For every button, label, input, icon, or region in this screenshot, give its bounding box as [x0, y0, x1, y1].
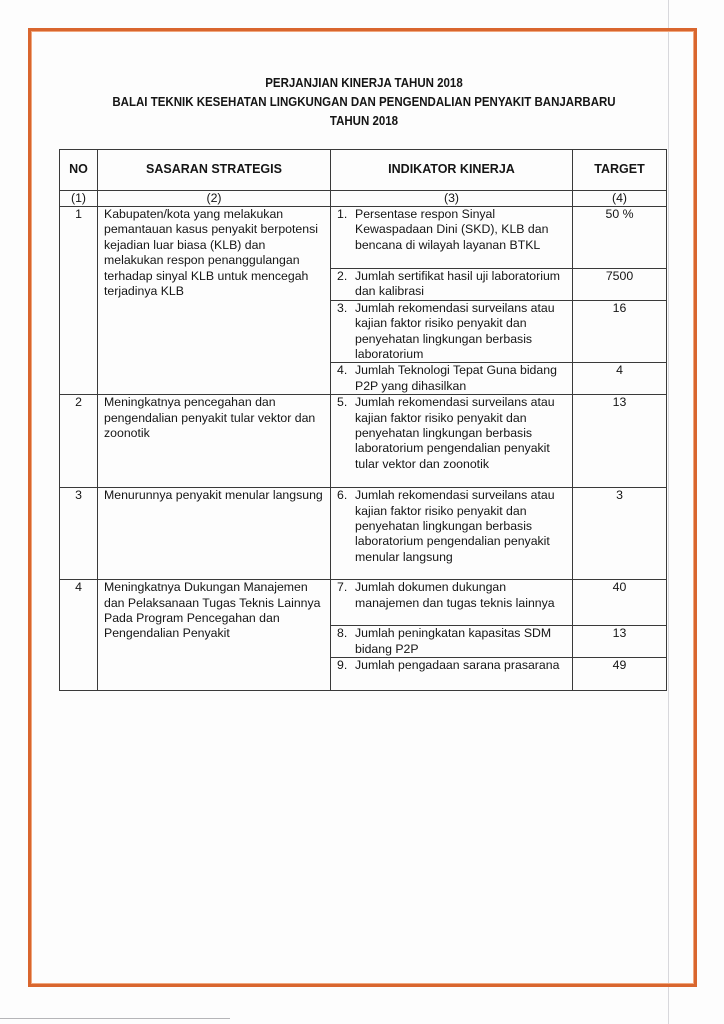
indikator-number: 1.: [337, 207, 348, 221]
indikator-number: 4.: [337, 363, 348, 378]
indikator-text: Jumlah rekomendasi surveilans atau kajian faktor risiko penyakit dan penyehatan lingkungan berbasis laboratorium pengendalian penyakit menular langsung: [355, 488, 555, 564]
table-row: [60, 488, 667, 580]
indikator-number: 2.: [337, 269, 348, 283]
indikator-text: Jumlah pengadaan sarana prasarana: [355, 658, 560, 673]
col-number-4: (4): [573, 191, 667, 207]
header-sasaran-strategis: SASARAN STRATEGIS: [98, 150, 331, 191]
header-indikator-kinerja: INDIKATOR KINERJA: [331, 150, 573, 191]
indikator-cell: [331, 395, 573, 488]
row-number: 3: [60, 488, 98, 580]
indikator-number: 6.: [337, 488, 348, 503]
row-number: 2: [60, 395, 98, 488]
indikator-cell: [331, 580, 573, 626]
indikator-cell: [331, 300, 573, 363]
indikator-cell: [331, 269, 573, 301]
table-row: [60, 207, 667, 269]
header-target: TARGET: [573, 150, 667, 191]
column-number-row: [60, 191, 667, 207]
indikator-text: Jumlah rekomendasi surveilans atau kajian faktor risiko penyakit dan penyehatan lingkungan berbasis laboratorium pengendalian penyakit tular vektor dan zoonotik: [355, 395, 555, 471]
target-cell: 50 %: [573, 207, 667, 269]
row-number: 1: [60, 207, 98, 395]
indikator-text: Persentase respon Sinyal Kewaspadaan Dini (SKD), KLB dan bencana di wilayah layanan BTKL: [355, 207, 549, 252]
sasaran-strategis-cell: Meningkatnya pencegahan dan pengendalian penyakit tular vektor dan zoonotik: [98, 395, 331, 488]
table-row: [60, 395, 667, 488]
row-number: 4: [60, 580, 98, 691]
indikator-text: Jumlah peningkatan kapasitas SDM bidang P2P: [355, 626, 552, 656]
indikator-number: 5.: [337, 395, 348, 410]
title-line-2: BALAI TEKNIK KESEHATAN LINGKUNGAN DAN PENGENDALIAN PENYAKIT BANJARBARU: [112, 95, 616, 109]
target-cell: 3: [573, 488, 667, 580]
indikator-number: 8.: [337, 626, 348, 641]
indikator-cell: [331, 626, 573, 658]
indikator-number: 7.: [337, 580, 348, 595]
document-heading: [83, 74, 644, 131]
target-cell: 13: [573, 626, 667, 658]
indikator-text: Jumlah Teknologi Tepat Guna bidang P2P yang dihasilkan: [355, 363, 557, 393]
title-line-1: PERJANJIAN KINERJA TAHUN 2018: [265, 76, 463, 90]
indikator-text: Jumlah dokumen dukungan manajemen dan tugas teknis lainnya: [355, 580, 555, 610]
target-cell: 40: [573, 580, 667, 626]
target-cell: 4: [573, 363, 667, 395]
col-number-2: (2): [98, 191, 331, 207]
indikator-text: Jumlah sertifikat hasil uji laboratorium dan kalibrasi: [355, 269, 561, 299]
header-no: NO: [60, 150, 98, 191]
target-cell: 13: [573, 395, 667, 488]
scan-artifact-horizontal-line: [0, 1018, 230, 1019]
col-number-1: (1): [60, 191, 98, 207]
title-line-3: TAHUN 2018: [329, 114, 399, 128]
sasaran-strategis-cell: Kabupaten/kota yang melakukan pemantauan kasus penyakit berpotensi kejadian luar biasa (KLB) dan melakukan respon penanggulangan terhadap sinyal KLB untuk mencegah terjadinya KLB: [98, 207, 331, 395]
indikator-number: 9.: [337, 658, 348, 673]
indikator-cell: [331, 363, 573, 395]
target-cell: 16: [573, 300, 667, 363]
target-cell: 49: [573, 658, 667, 691]
performance-agreement-table: [59, 149, 667, 691]
header-row: [60, 150, 667, 191]
sasaran-strategis-cell: Menurunnya penyakit menular langsung: [98, 488, 331, 580]
indikator-cell: [331, 488, 573, 580]
indikator-number: 3.: [337, 300, 348, 315]
table-row: [60, 580, 667, 626]
target-cell: 7500: [573, 269, 667, 301]
indikator-cell: [331, 658, 573, 691]
indikator-text: Jumlah rekomendasi surveilans atau kajian faktor risiko penyakit dan penyehatan lingkungan berbasis laboratorium: [355, 300, 555, 362]
col-number-3: (3): [331, 191, 573, 207]
indikator-cell: [331, 207, 573, 269]
sasaran-strategis-cell: Meningkatnya Dukungan Manajemen dan Pelaksanaan Tugas Teknis Lainnya Pada Program Pencegahan dan Pengendalian Penyakit: [98, 580, 331, 691]
